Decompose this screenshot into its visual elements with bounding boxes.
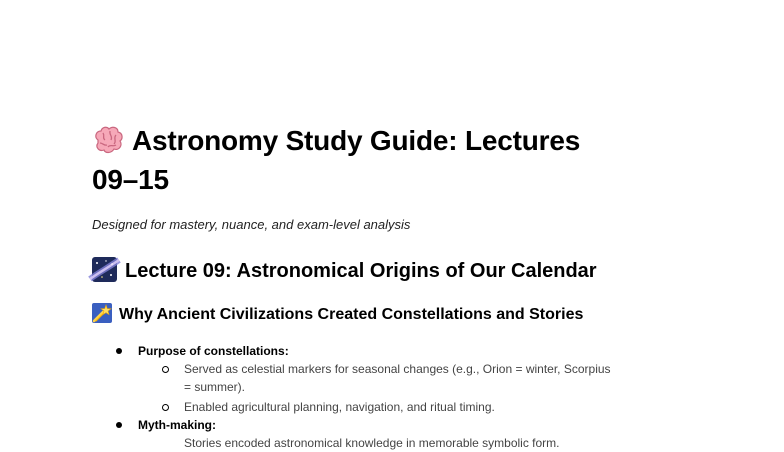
bullet-label-myth-making: Myth-making: [138, 418, 216, 432]
brain-icon [92, 125, 124, 155]
sub-bullet-text-continued: = summer). [184, 380, 246, 394]
lecture-heading [92, 257, 597, 285]
sub-bullet-text: Served as celestial markers for seasonal changes (e.g., Orion = winter, Scorpius [184, 362, 611, 376]
lecture-heading-text: Lecture 09: Astronomical Origins of Our Calendar [125, 260, 597, 282]
sub-bullet-circle [162, 366, 169, 373]
bullet-label-purpose: Purpose of constellations: [138, 344, 289, 358]
section-heading-text: Why Ancient Civilizations Created Constellations and Stories [119, 306, 584, 323]
title-line-1: Astronomy Study Guide: Lectures [132, 125, 581, 156]
bullet-dot [116, 348, 122, 354]
bullet-dot [116, 422, 122, 428]
sub-bullet-text-partial: Stories encoded astronomical knowledge in memorable symbolic form. [184, 436, 560, 450]
sub-bullet-text: Enabled agricultural planning, navigation, and ritual timing. [184, 400, 495, 414]
sub-bullet-circle [162, 404, 169, 411]
shooting-star-icon [92, 303, 112, 323]
milky-way-icon [92, 257, 117, 282]
title-line-2: 09–15 [92, 164, 169, 195]
document-subtitle: Designed for mastery, nuance, and exam-level analysis [92, 217, 411, 232]
section-heading [92, 303, 583, 326]
document-title [92, 121, 652, 199]
